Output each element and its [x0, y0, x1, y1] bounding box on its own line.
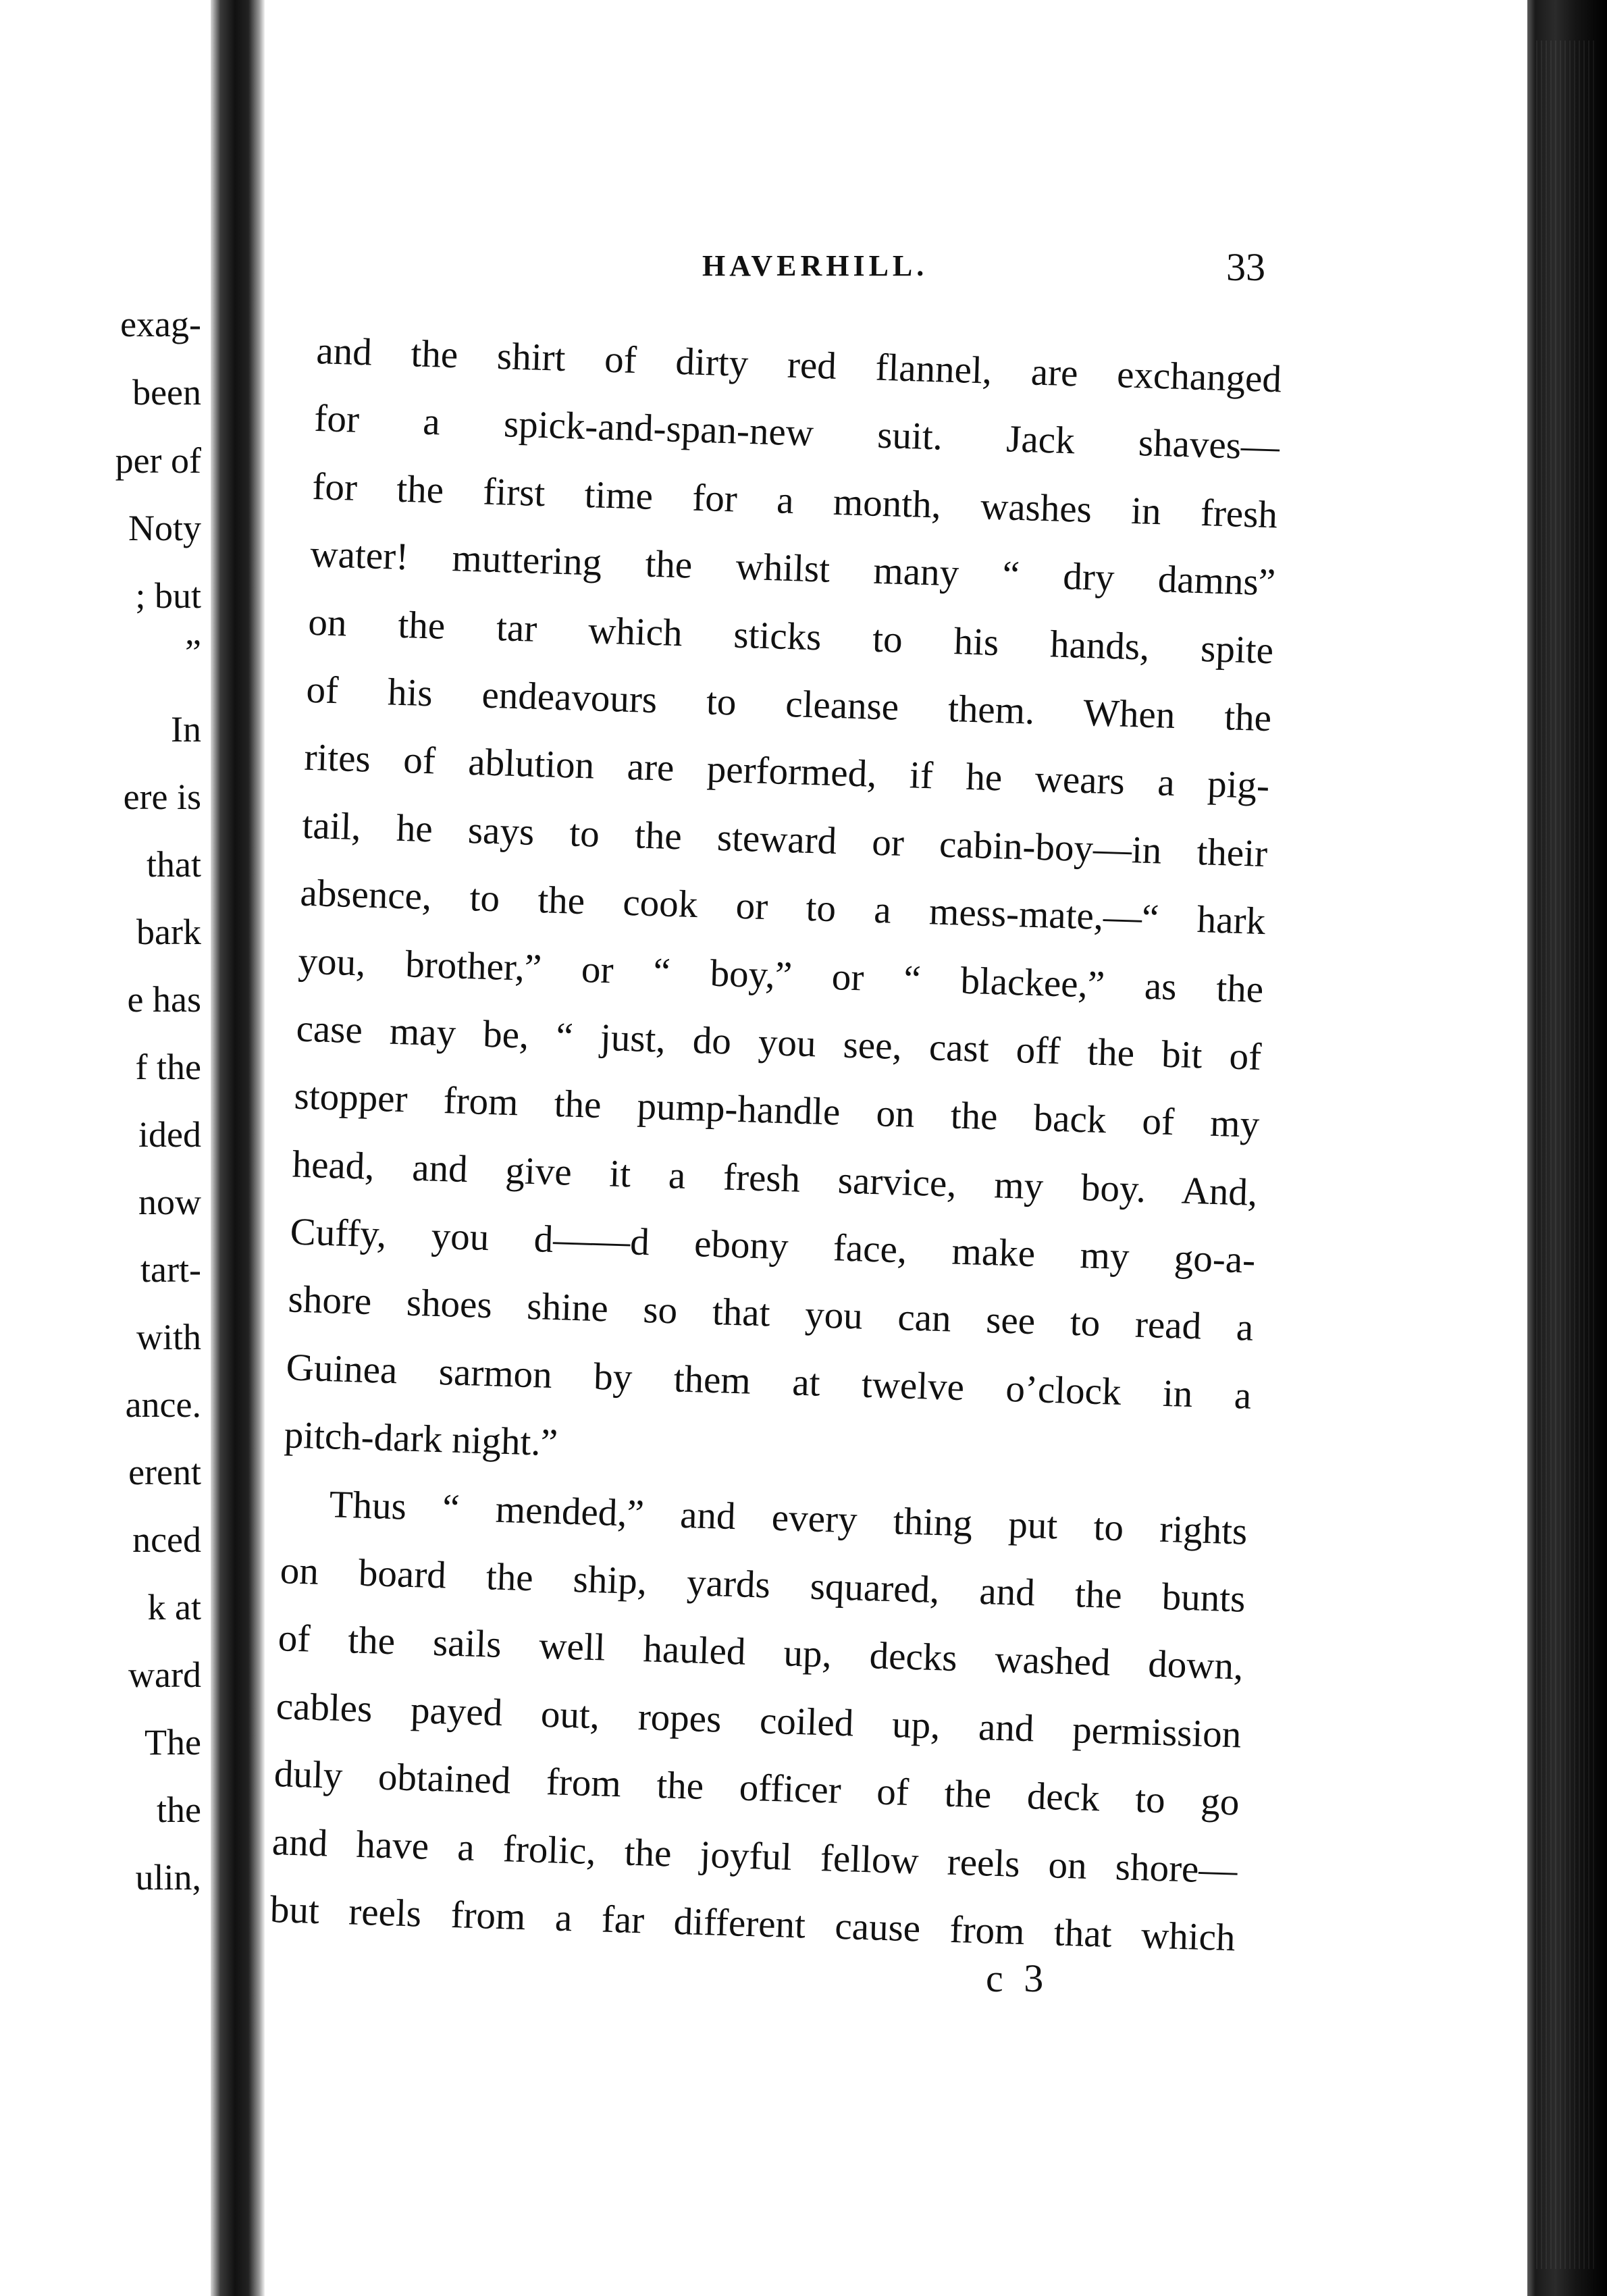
left-page-line: the	[157, 1790, 201, 1830]
left-page-line: now	[138, 1182, 201, 1222]
text-line: tail, he says to the steward or cabin-boy—in their	[301, 804, 1268, 875]
text-line: cables payed out, ropes coiled up, and permission	[275, 1684, 1242, 1756]
text-line: rites of ablution are performed, if he wears a pig-	[303, 736, 1270, 808]
left-page-line: ance.	[125, 1384, 201, 1425]
text-line: on the tar which sticks to his hands, spite	[307, 600, 1274, 672]
left-page-line: ere is	[123, 777, 201, 817]
text-line: but reels from a far different cause from that which	[269, 1887, 1236, 1960]
text-line: and have a frolic, the joyful fellow reels on shore—	[271, 1820, 1238, 1892]
page-number: 33	[1226, 245, 1265, 289]
text-line: duly obtained from the officer of the deck to go	[273, 1752, 1240, 1824]
left-page-line: tart-	[140, 1249, 201, 1290]
left-page-line: Noty	[128, 508, 201, 548]
left-page-line: that	[147, 844, 201, 885]
facing-page-left	[0, 0, 211, 2296]
left-page-line: per of	[115, 440, 201, 481]
left-page-line: with	[136, 1317, 201, 1357]
text-line: you, brother,” or “ boy,” or “ blackee,” as the	[297, 939, 1265, 1011]
text-line: case may be, “ just, do you see, cast off the bit of	[295, 1007, 1263, 1078]
left-page-line: erent	[128, 1452, 201, 1492]
text-line: Thus “ mended,” and every thing put to rights	[328, 1482, 1248, 1553]
text-line: pitch-dark night.”	[283, 1413, 558, 1465]
left-page-line: exag-	[120, 304, 201, 344]
left-page-line: e has	[127, 979, 201, 1020]
text-line: stopper from the pump-handle on the back of my	[293, 1074, 1261, 1147]
page-block-edge	[1536, 41, 1597, 2269]
text-line: water! muttering the whilst many “ dry damns”	[309, 533, 1276, 604]
text-line: shore shoes shine so that you can see to read a	[287, 1278, 1255, 1350]
left-page-line: ulin,	[135, 1857, 201, 1898]
left-page-line: f the	[135, 1047, 201, 1087]
text-line: for a spick-and-span-new suit. Jack shaves—	[313, 397, 1280, 469]
left-page-line: ward	[128, 1654, 201, 1695]
text-line: and the shirt of dirty red flannel, are exchanged	[315, 329, 1282, 401]
left-page-line: been	[132, 372, 201, 413]
left-page-line: ”	[185, 632, 201, 673]
left-page-line: bark	[136, 912, 201, 952]
text-line: absence, to the cook or to a mess-mate,—“ hark	[299, 871, 1267, 943]
left-page-line: ; but	[135, 575, 201, 616]
left-page-line: In	[171, 709, 201, 750]
binding-gutter	[211, 0, 265, 2296]
left-page-line: nced	[132, 1519, 201, 1560]
left-page-line: The	[144, 1722, 201, 1763]
text-line: for the first time for a month, washes in fresh	[311, 465, 1278, 537]
left-page-line: k at	[147, 1587, 201, 1627]
text-line: Cuffy, you d——d ebony face, make my go-a-	[289, 1210, 1257, 1282]
left-page-line: ided	[138, 1114, 201, 1155]
signature-mark: c 3	[986, 1956, 1049, 2000]
text-line: on board the ship, yards squared, and the bunts	[279, 1549, 1246, 1621]
body-text	[269, 317, 1283, 1973]
text-line: of his endeavours to cleanse them. When the	[305, 668, 1272, 740]
running-title: HAVERHILL.	[702, 249, 928, 282]
text-line: head, and give it a fresh sarvice, my boy. And,	[291, 1143, 1259, 1214]
text-line: Guinea sarmon by them at twelve o’clock in a	[285, 1346, 1253, 1417]
text-line: of the sails well hauled up, decks washed down,	[278, 1617, 1244, 1688]
